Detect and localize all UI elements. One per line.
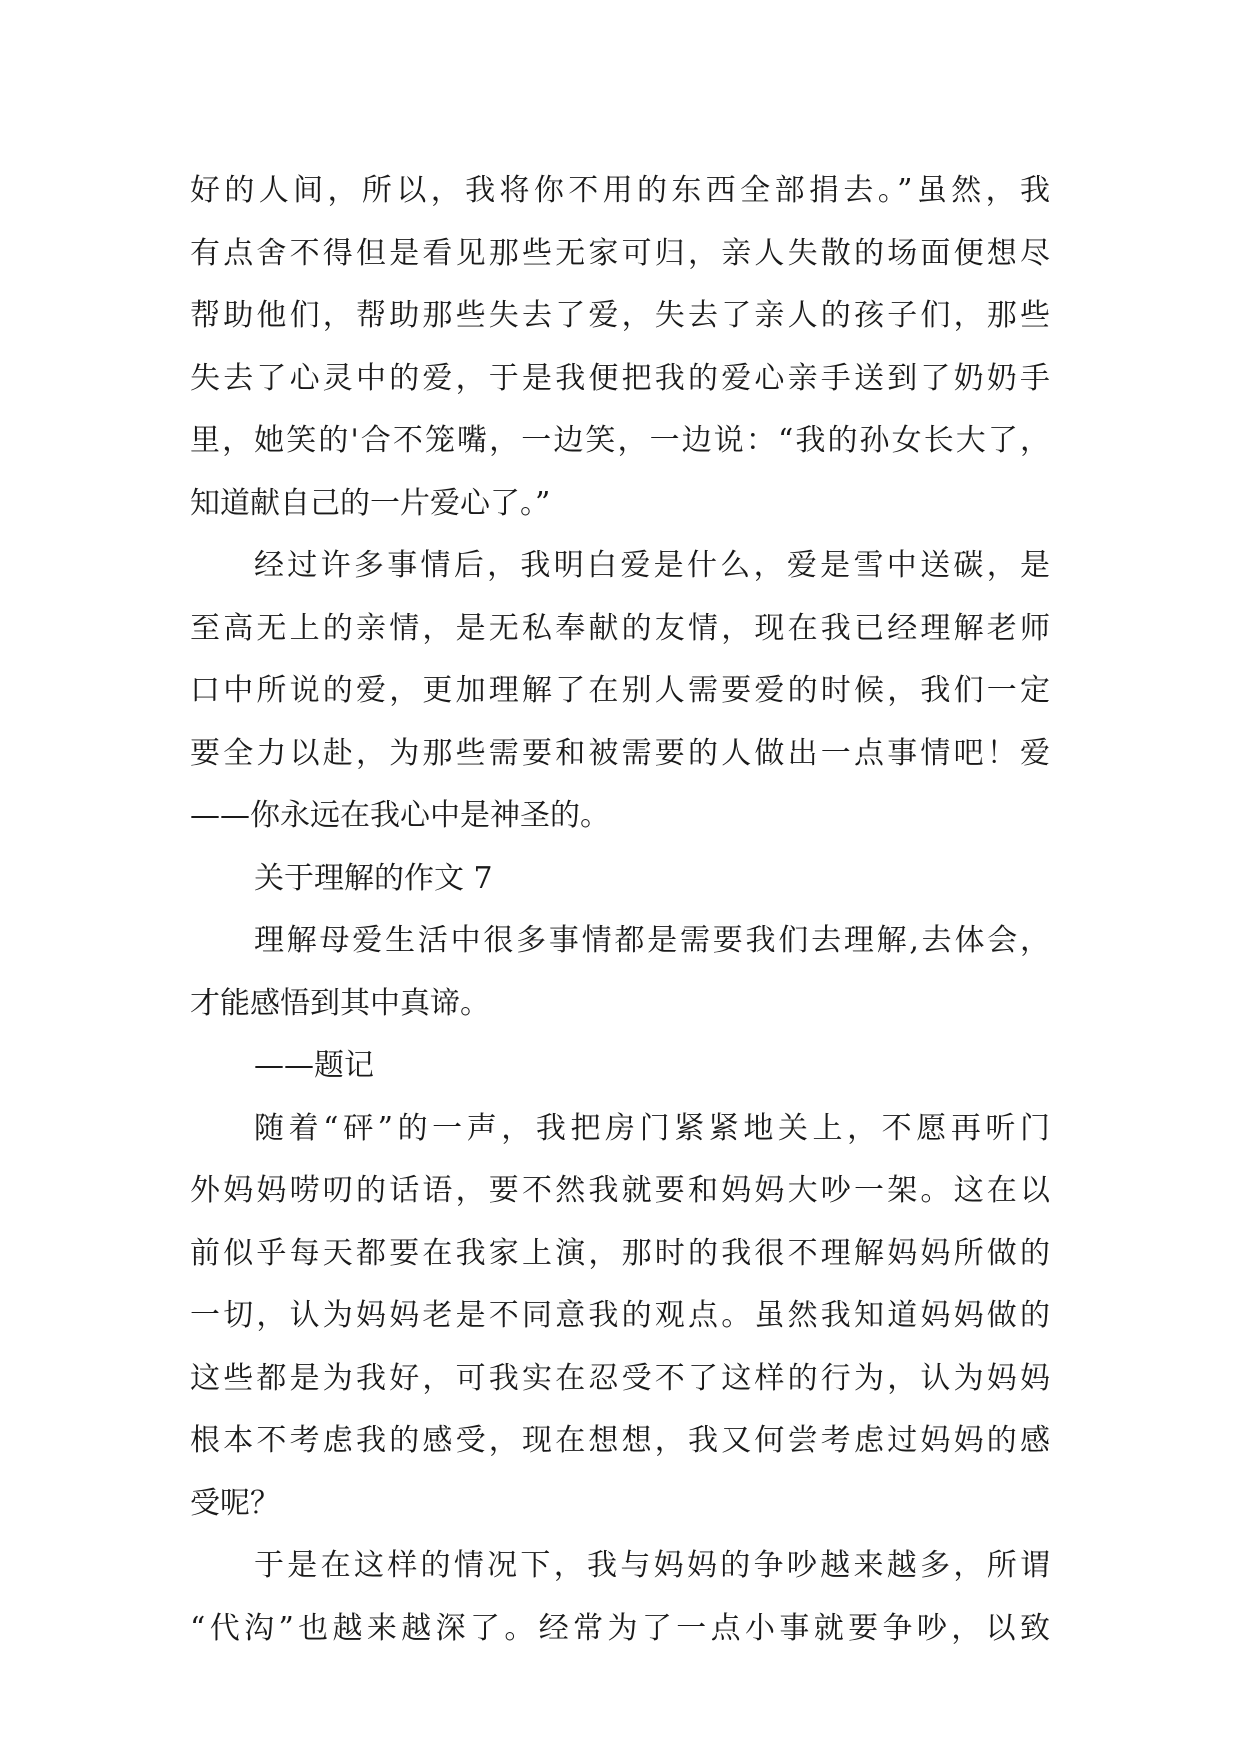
text-line: 受呢？ — [190, 1485, 280, 1521]
paragraph-start-line: 经过许多事情后，我明白爱是什么，爱是雪中送碳，是 — [254, 548, 1050, 583]
text-line: 外妈妈唠叨的话语，要不然我就要和妈妈大吵一架。这在以 — [190, 1173, 1050, 1208]
text-line: 有点舍不得但是看见那些无家可归，亲人失散的场面便想尽 — [190, 235, 1050, 271]
text-line: 知道献自己的一片爱心了。” — [190, 485, 551, 521]
text-line: 前似乎每天都要在我家上演，那时的我很不理解妈妈所做的 — [190, 1235, 1050, 1271]
paragraph-start-line: 理解母爱生活中很多事情都是需要我们去理解,去体会， — [254, 923, 1050, 958]
section-heading: 关于理解的作文 7 — [254, 860, 493, 896]
text-line: ——你永远在我心中是神圣的。 — [190, 798, 610, 833]
paragraph-start-line: 随着“砰”的一声，我把房门紧紧地关上，不愿再听门 — [254, 1110, 1050, 1146]
text-line: 失去了心灵中的爱，于是我便把我的爱心亲手送到了奶奶手 — [190, 360, 1050, 396]
text-line: 根本不考虑我的感受，现在想想，我又何尝考虑过妈妈的感 — [190, 1423, 1050, 1458]
text-line: 一切，认为妈妈老是不同意我的观点。虽然我知道妈妈做的 — [190, 1298, 1050, 1333]
text-line: 帮助他们，帮助那些失去了爱，失去了亲人的孩子们，那些 — [190, 298, 1050, 333]
text-line: 才能感悟到其中真谛。 — [190, 985, 490, 1021]
text-line: 至高无上的亲情，是无私奉献的友情，现在我已经理解老师 — [190, 610, 1050, 646]
epigraph-attribution: ——题记 — [254, 1048, 374, 1083]
text-line: 口中所说的爱，更加理解了在别人需要爱的时候，我们一定 — [190, 673, 1050, 708]
text-line: 这些都是为我好，可我实在忍受不了这样的行为，认为妈妈 — [190, 1360, 1050, 1396]
essay-body — [190, 160, 1050, 1660]
text-line: 里，她笑的'合不笼嘴，一边笑，一边说：“我的孙女长大了， — [190, 423, 1050, 458]
text-line: 要全力以赴，为那些需要和被需要的人做出一点事情吧！爱 — [190, 735, 1050, 771]
paragraph-start-line: 于是在这样的情况下，我与妈妈的争吵越来越多，所谓 — [254, 1548, 1050, 1583]
text-line: “代沟”也越来越深了。经常为了一点小事就要争吵，以致 — [190, 1610, 1050, 1646]
text-line: 好的人间，所以，我将你不用的东西全部捐去。”虽然，我 — [190, 173, 1050, 208]
